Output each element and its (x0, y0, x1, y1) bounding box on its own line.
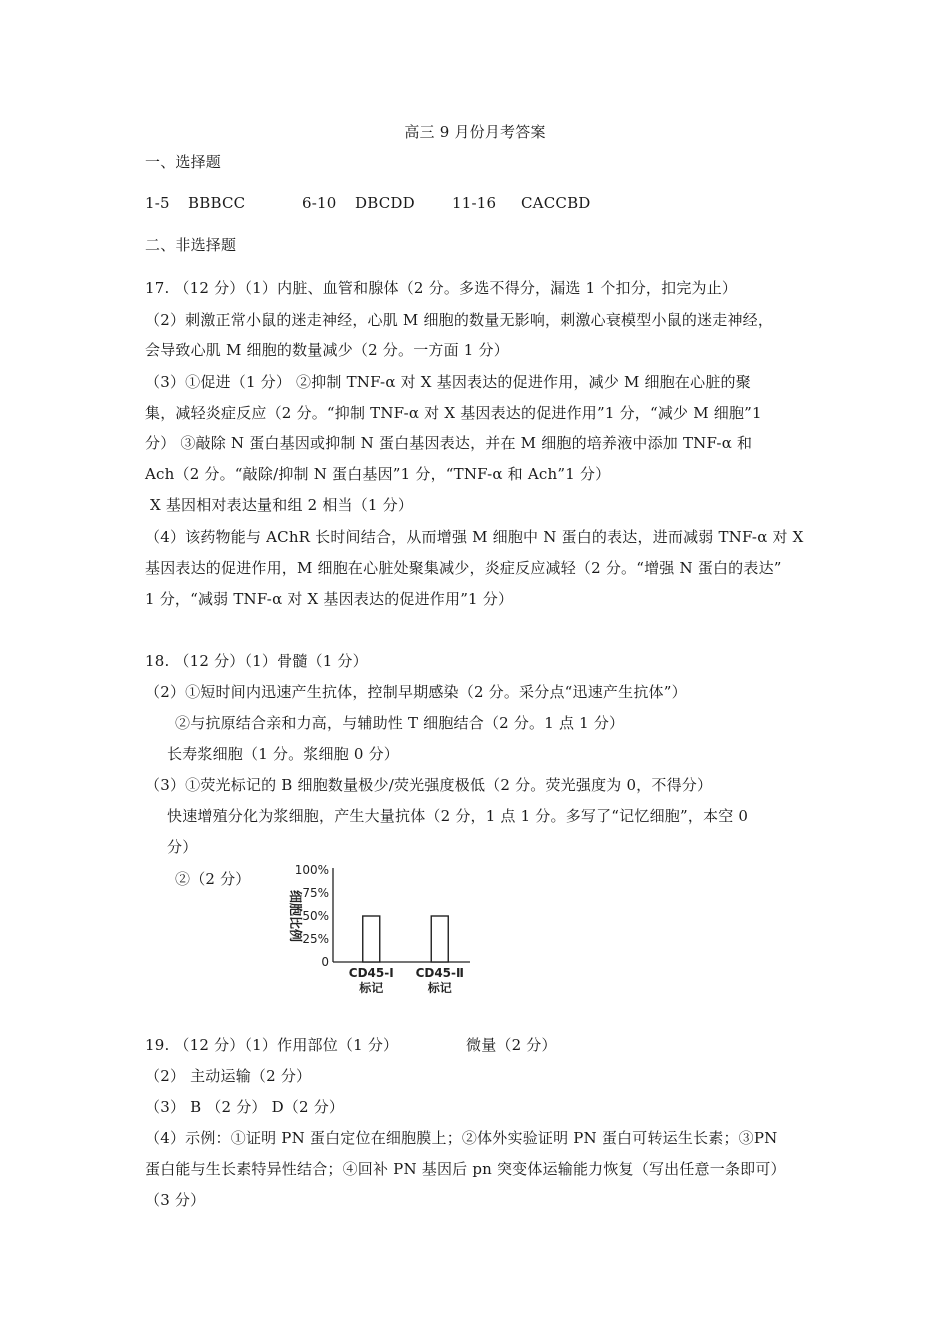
q19-line: （3） B （2 分） D（2 分） (145, 1098, 345, 1116)
x-tick-label: CD45-Ⅰ (348, 966, 394, 980)
mc-answer-3: CACCBD (521, 194, 591, 212)
section-heading-nonchoice: 二、非选择题 (145, 236, 237, 254)
q18-line: （2）①短时间内迅速产生抗体，控制早期感染（2 分。采分点“迅速产生抗体”） (145, 683, 687, 701)
q17-line: 会导致心肌 M 细胞的数量减少（2 分。一方面 1 分） (145, 341, 509, 359)
mc-answer-2: DBCDD (355, 194, 415, 212)
q18-line: 长寿浆细胞（1 分。浆细胞 0 分） (167, 745, 399, 763)
bar-chart-svg (285, 856, 485, 1004)
section-heading-choice: 一、选择题 (145, 153, 222, 171)
y-tick-label: 100% (294, 863, 329, 877)
q17-line: Ach（2 分。“敲除/抑制 N 蛋白基因”1 分，“TNF-α 和 Ach”1 分） (145, 465, 611, 483)
q17-line: X 基因相对表达量和组 2 相当（1 分） (150, 496, 414, 514)
mc-range-2: 6-10 (302, 194, 337, 212)
y-axis-title: 细胞比例 (287, 889, 302, 943)
y-tick-label: 0 (321, 955, 329, 969)
q18-line: 分） (167, 838, 198, 856)
q17-line: （4）该药物能与 AChR 长时间结合，从而增强 M 细胞中 N 蛋白的表达，进而减弱 TNF-α 对 X (145, 528, 804, 546)
q19-line: （2） 主动运输（2 分） (145, 1067, 312, 1085)
x-tick-label: CD45-Ⅱ (415, 966, 464, 980)
q18-line: ②（2 分） (175, 870, 251, 888)
mc-range-3: 11-16 (452, 194, 497, 212)
mc-range-1: 1-5 (145, 194, 170, 212)
q17-line: （3）①促进（1 分） ②抑制 TNF-α 对 X 基因表达的促进作用，减少 M 细胞在心脏的聚 (145, 373, 751, 391)
q19-line: 19. （12 分）（1）作用部位（1 分） (145, 1036, 399, 1054)
q17-line: 1 分，“减弱 TNF-α 对 X 基因表达的促进作用”1 分） (145, 590, 514, 608)
y-tick-label: 75% (302, 886, 329, 900)
q19-line: （4）示例：①证明 PN 蛋白定位在细胞膜上；②体外实验证明 PN 蛋白可转运生长素；③PN (145, 1129, 778, 1147)
q18-line: 18. （12 分）（1）骨髓（1 分） (145, 652, 368, 670)
q17-line: 分） ③敲除 N 蛋白基因或抑制 N 蛋白基因表达，并在 M 细胞的培养液中添加 TNF-α 和 (145, 434, 753, 452)
x-tick-label-sub: 标记 (359, 981, 384, 995)
page-title: 高三 9 月份月考答案 (404, 123, 546, 141)
bar (431, 916, 448, 962)
q18-line: 快速增殖分化为浆细胞，产生大量抗体（2 分，1 点 1 分。多写了“记忆细胞”，本空 0 (167, 807, 749, 825)
y-tick-label: 25% (302, 932, 329, 946)
q18-line: ②与抗原结合亲和力高，与辅助性 T 细胞结合（2 分。1 点 1 分） (175, 714, 625, 732)
q17-line: 集，减轻炎症反应（2 分。“抑制 TNF-α 对 X 基因表达的促进作用”1 分，“减少 M 细胞”1 (145, 404, 762, 422)
mc-answer-1: BBBCC (188, 194, 246, 212)
q17-line: （2）刺激正常小鼠的迷走神经，心肌 M 细胞的数量无影响，刺激心衰模型小鼠的迷走神经， (145, 311, 774, 329)
x-tick-label-sub: 标记 (427, 981, 452, 995)
q19-line: 蛋白能与生长素特异性结合；④回补 PN 基因后 pn 突变体运输能力恢复（写出任意一条即可） (145, 1160, 786, 1178)
q18-line: （3）①荧光标记的 B 细胞数量极少/荧光强度极低（2 分。荧光强度为 0，不得分） (145, 776, 713, 794)
q17-line: 基因表达的促进作用，M 细胞在心脏处聚集减少，炎症反应减轻（2 分。“增强 N 蛋白的表达” (145, 559, 782, 577)
q19-line: 微量（2 分） (466, 1036, 557, 1054)
q19-line: （3 分） (145, 1191, 206, 1209)
bar (363, 916, 380, 962)
q17-line: 17. （12 分）（1）内脏、血管和腺体（2 分。多选不得分，漏选 1 个扣分，扣完为止） (145, 279, 738, 297)
y-tick-label: 50% (302, 909, 329, 923)
bar-chart (285, 856, 485, 1004)
